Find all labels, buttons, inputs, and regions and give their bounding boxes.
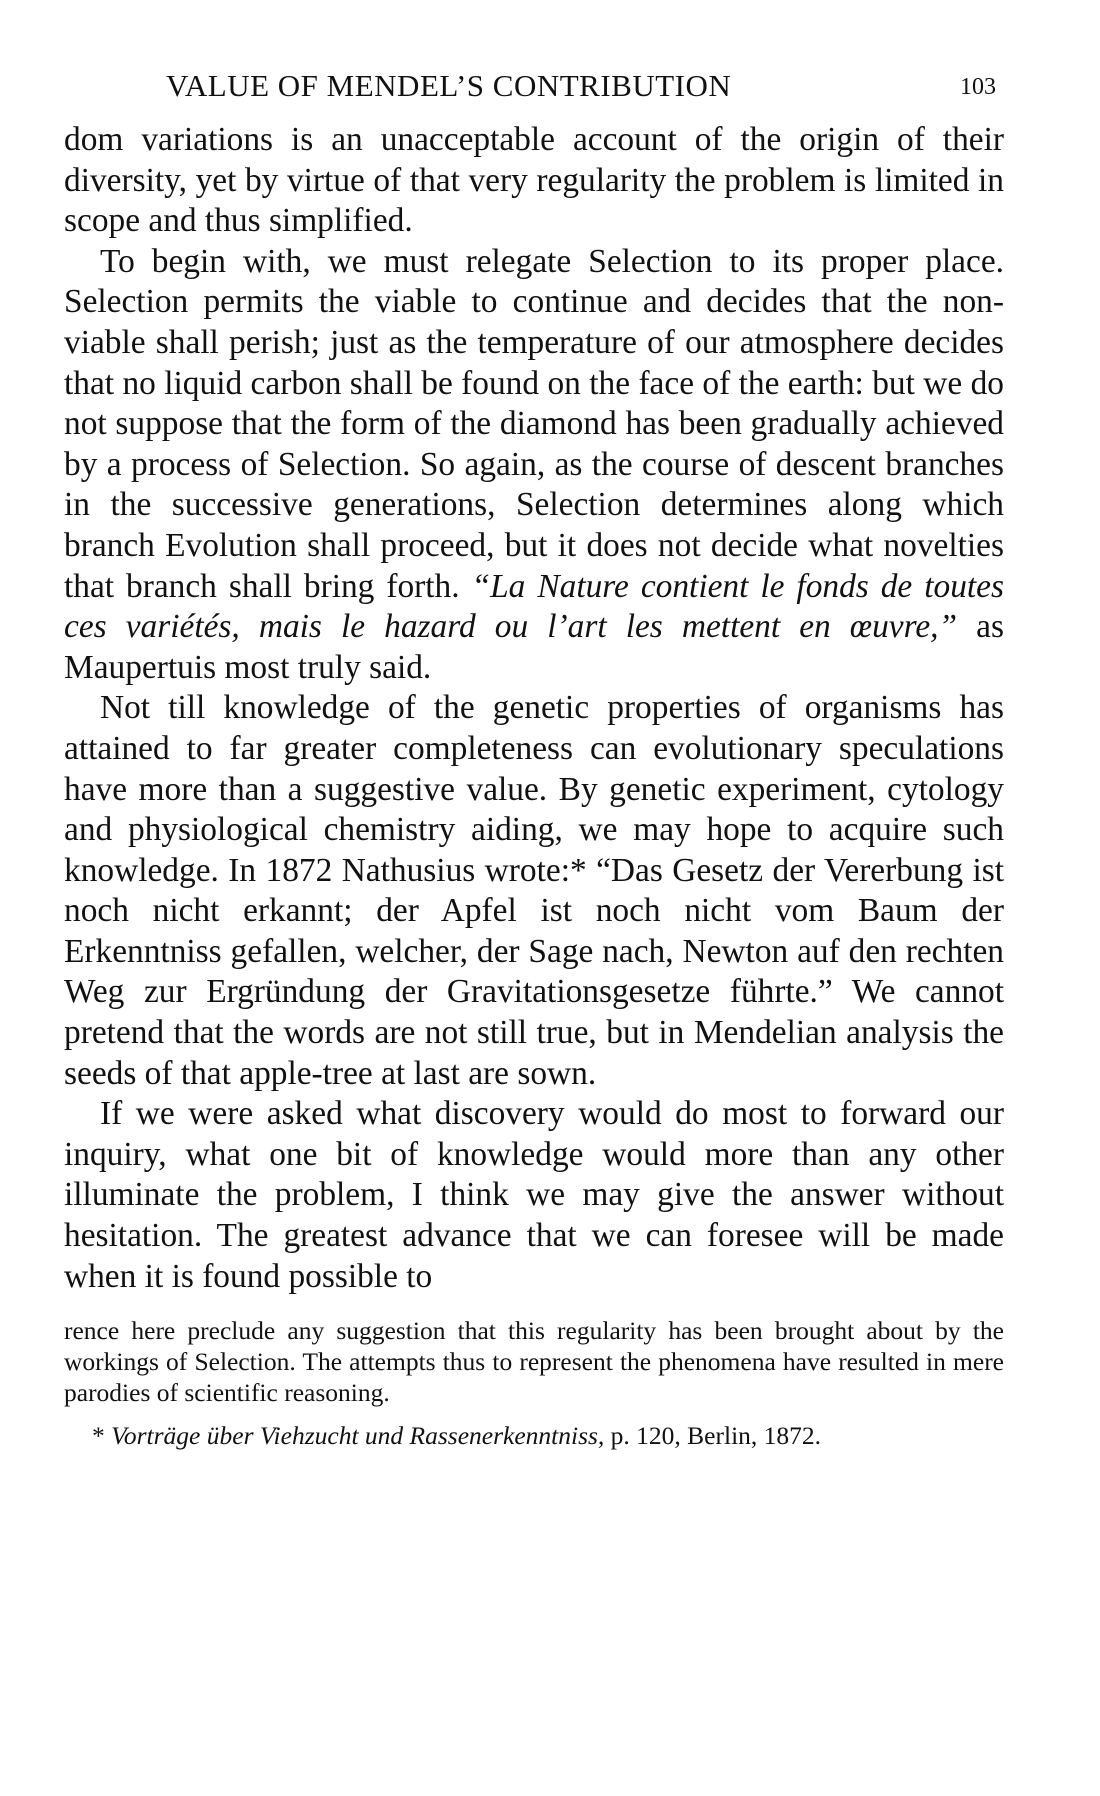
paragraph-2-end: as Maupertuis most truly said. (64, 608, 1004, 686)
running-title: VALUE OF MENDEL’S CONTRIBUTION (166, 68, 732, 103)
maupertuis-quote: “La Nature contient le fonds de toutes ces variétés, mais le hazard ou l’art les mettent en œuvre,” (64, 567, 1004, 646)
paragraph-2 (64, 242, 1004, 689)
footnote-continued: rence here preclude any suggestion that this regularity has been brought about by the workings of Selection. The attempts thus to represent the phenomena have resulted in mere parodies of scientific reasoning. (64, 1316, 1004, 1408)
paragraph-2-text: To begin with, we must relegate Selection to its proper place. Selection permits the viable to continue and decides that the non-viable shall perish; just as the temperature of our atmosphere decides that no liquid carbon shall be found on the face of the earth: but we do not suppose that the form of the diamond has been gradually achieved by a process of Selection. So again, as the course of descent branches in the successive generations, Selection determines along which branch Evolution shall proceed, but it does not decide what novelties that branch shall bring forth. (64, 242, 1004, 605)
page-header (64, 58, 1004, 120)
page-number: 103 (960, 74, 996, 100)
paragraph-4: If we were asked what discovery would do most to forward our inquiry, what one bit of knowledge would more than any other illuminate the problem, I think we may give the answer without hesitation. The greatest advance that we can foresee will be made when it is found possible to (64, 1095, 1004, 1295)
footnote-marker: * (92, 1421, 112, 1451)
footnote-nathusius (64, 1420, 1004, 1451)
footnote-title: Vorträge über Viehzucht und Rassenerkenntniss, (111, 1421, 605, 1451)
footnote-details: p. 120, Berlin, 1872. (604, 1421, 822, 1451)
paragraph-3: Not till knowledge of the genetic properties of organisms has attained to far greater completeness can evolutionary speculations have more than a suggestive value. By genetic experiment, cytology and physiological chemistry aiding, we may hope to acquire such knowledge. In 1872 Nathusius wrote:* “Das Gesetz der Vererbung ist noch nicht erkannt; der Apfel ist noch nicht vom Baum der Erkenntniss gefallen, welcher, der Sage nach, Newton auf den rechten Weg zur Ergründung der Gravitationsgesetze führte.” We cannot pretend that the words are not still true, but in Mendelian analysis the seeds of that apple-tree at last are sown. (64, 689, 1004, 1092)
main-text (64, 120, 1004, 1297)
paragraph-1: dom variations is an unacceptable account of the origin of their diversity, yet by virtue of that very regularity the problem is limited in scope and thus simplified. (64, 121, 1004, 240)
book-page (64, 58, 1004, 1451)
footnotes (64, 1315, 1004, 1451)
